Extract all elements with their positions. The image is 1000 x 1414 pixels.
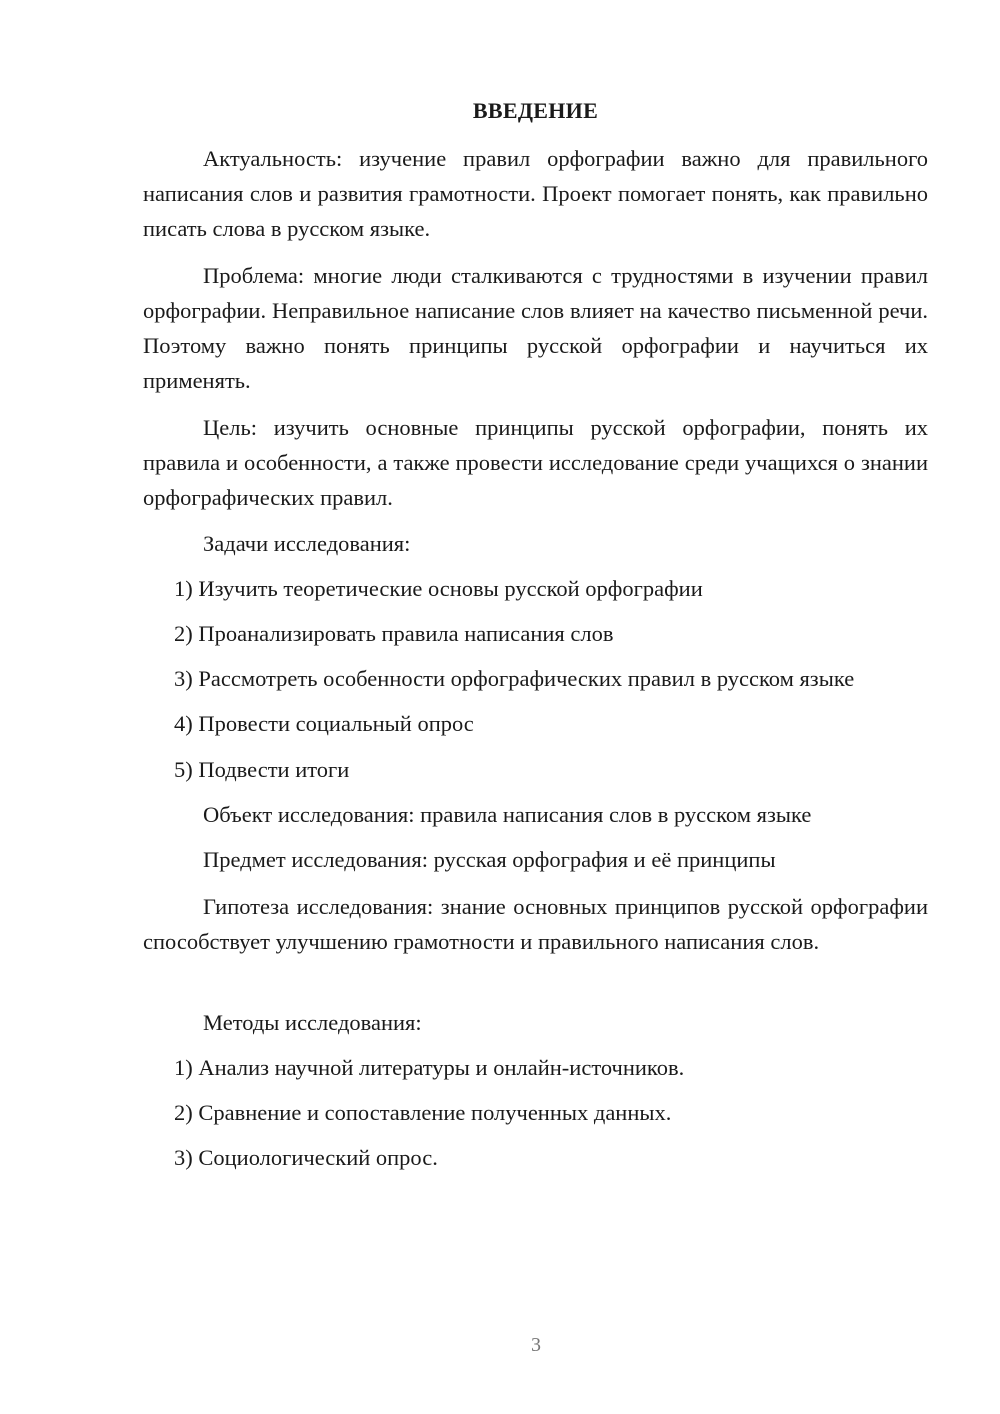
goal-paragraph: Цель: изучить основные принципы русской орфографии, понять их правила и особенности, а также провести исследование среди учащихся о знании орфографических правил.	[143, 415, 928, 510]
list-item: 3) Рассмотреть особенности орфографических правил в русском языке	[174, 666, 855, 691]
methods-heading: Методы исследования:	[203, 1010, 422, 1035]
page-number: 3	[531, 1334, 541, 1356]
hypothesis-paragraph: Гипотеза исследования: знание основных принципов русской орфографии способствует улучшению грамотности и правильного написания слов.	[143, 894, 928, 954]
list-item: 2) Проанализировать правила написания слов	[174, 621, 614, 646]
list-item: 4) Провести социальный опрос	[174, 711, 474, 736]
page-title: ВВЕДЕНИЕ	[472, 98, 599, 123]
list-item: 3) Социологический опрос.	[174, 1145, 438, 1170]
tasks-heading: Задачи исследования:	[203, 531, 411, 556]
list-item: 1) Анализ научной литературы и онлайн-источников.	[174, 1055, 685, 1080]
list-item: 1) Изучить теоретические основы русской орфографии	[174, 576, 703, 601]
list-item: 2) Сравнение и сопоставление полученных данных.	[174, 1100, 672, 1125]
research-object: Объект исследования: правила написания слов в русском языке	[203, 802, 812, 827]
research-subject: Предмет исследования: русская орфография и её принципы	[203, 847, 776, 872]
list-item: 5) Подвести итоги	[174, 757, 350, 782]
problem-paragraph: Проблема: многие люди сталкиваются с трудностями в изучении правил орфографии. Неправильное написание слов влияет на качество письменной речи. Поэтому важно понять принципы русской орфографии и научиться их применять.	[143, 263, 928, 393]
relevance-paragraph: Актуальность: изучение правил орфографии важно для правильного написания слов и развития грамотности. Проект помогает понять, как правильно писать слова в русском языке.	[143, 146, 928, 241]
